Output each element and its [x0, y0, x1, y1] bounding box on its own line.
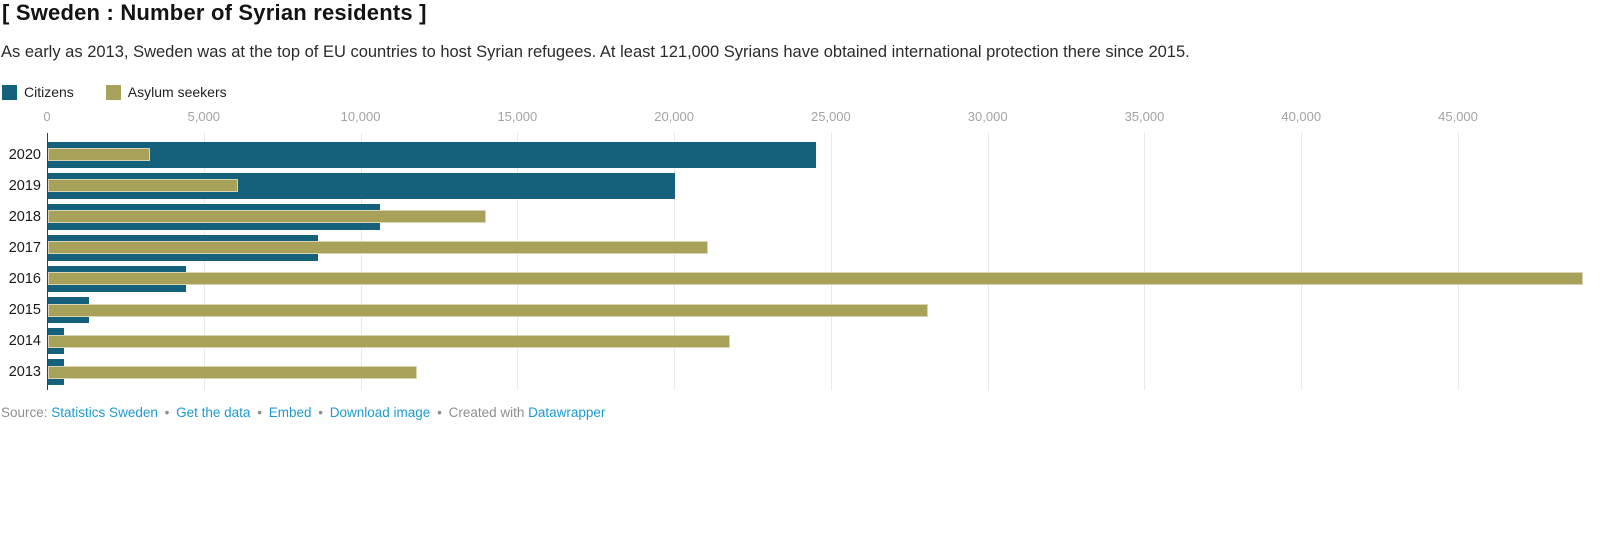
grid-line	[1144, 133, 1145, 390]
legend-label: Asylum seekers	[127, 84, 227, 100]
bar-citizens-2020[interactable]	[48, 142, 816, 168]
grid-line	[831, 133, 832, 390]
bar-asylum-seekers-2018[interactable]	[48, 210, 486, 223]
x-tick-label: 10,000	[340, 109, 381, 124]
x-tick-label: 0	[43, 109, 51, 124]
year-label: 2017	[8, 239, 41, 256]
grid-line	[517, 133, 518, 390]
x-axis-tick-labels	[0, 109, 1600, 127]
bar-asylum-seekers-2014[interactable]	[48, 335, 730, 348]
x-tick-label: 25,000	[811, 109, 851, 124]
bar-asylum-seekers-2019[interactable]	[48, 179, 238, 192]
x-tick-label: 45,000	[1438, 109, 1478, 124]
bar-asylum-seekers-2017[interactable]	[48, 241, 708, 254]
chart-footer	[1, 405, 605, 420]
asylum-seekers-swatch-icon	[106, 85, 121, 100]
grid-line	[674, 133, 675, 390]
x-tick-label: 40,000	[1281, 109, 1322, 124]
grid-line	[361, 133, 362, 390]
legend-item-citizens	[2, 84, 74, 100]
grid-line	[988, 133, 989, 390]
separator: •	[318, 405, 323, 420]
get-the-data-link[interactable]: Get the data	[176, 405, 251, 420]
bar-asylum-seekers-2015[interactable]	[48, 304, 928, 317]
citizens-swatch-icon	[2, 85, 17, 100]
year-label: 2020	[8, 146, 41, 163]
year-label: 2013	[8, 364, 41, 381]
chart-legend	[2, 84, 227, 100]
year-label: 2019	[8, 177, 41, 194]
legend-item-asylum-seekers	[106, 84, 227, 100]
download-image-link[interactable]: Download image	[329, 405, 431, 420]
x-tick-label: 5,000	[187, 109, 221, 124]
separator: •	[164, 405, 170, 420]
x-tick-label: 35,000	[1124, 109, 1165, 124]
bar-asylum-seekers-2020[interactable]	[48, 148, 150, 161]
chart-description: As early as 2013, Sweden was at the top of EU countries to host Syrian refugees. At least 121,000 Syrians have obtained international protection there since 2015.	[1, 43, 1190, 61]
bar-chart-plot-area	[0, 133, 1600, 390]
year-label: 2018	[8, 208, 41, 225]
x-tick-label: 15,000	[497, 109, 538, 124]
source-label: Source:	[1, 405, 48, 420]
x-tick-label: 20,000	[654, 109, 694, 124]
grid-line	[204, 133, 205, 390]
year-label: 2014	[8, 333, 41, 350]
page-title: [ Sweden : Number of Syrian residents ]	[2, 0, 427, 25]
datawrapper-link[interactable]: Datawrapper	[528, 405, 606, 420]
created-with-label: Created with	[448, 405, 525, 420]
bar-asylum-seekers-2016[interactable]	[48, 272, 1583, 285]
separator: •	[437, 405, 442, 420]
grid-line	[1458, 133, 1459, 390]
legend-label: Citizens	[24, 84, 74, 100]
bar-asylum-seekers-2013[interactable]	[48, 366, 417, 379]
embed-link[interactable]: Embed	[268, 405, 312, 420]
year-label: 2016	[8, 270, 41, 287]
separator: •	[257, 405, 262, 420]
year-label: 2015	[8, 302, 41, 318]
x-tick-label: 30,000	[967, 109, 1008, 124]
grid-line	[1301, 133, 1302, 390]
source-link[interactable]: Statistics Sweden	[51, 405, 158, 420]
